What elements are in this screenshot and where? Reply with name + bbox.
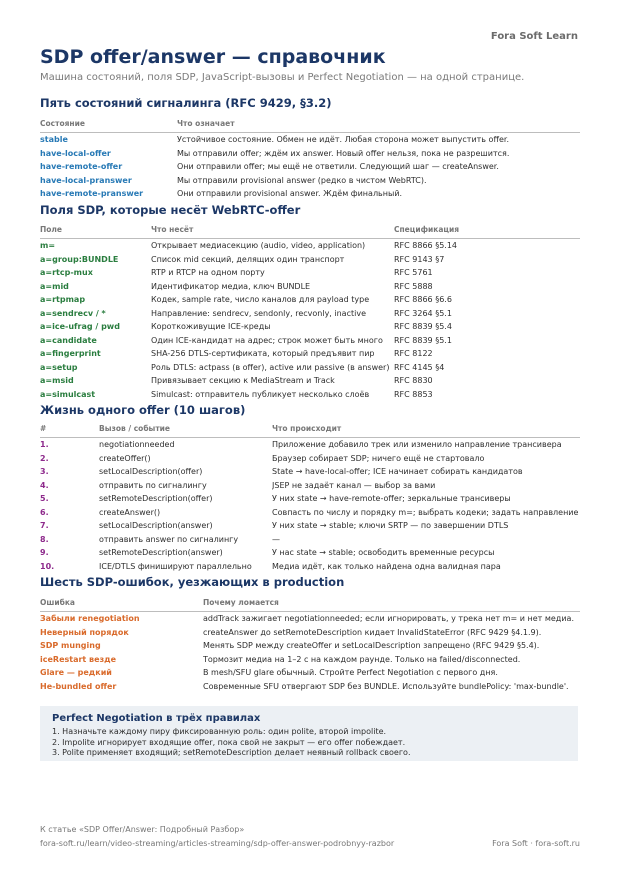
state-meaning: Они отправили offer; мы ещё не ответили. Следующий шаг — createAnswer. — [177, 162, 499, 171]
sdp-field-desc: Короткоживущие ICE-креды — [151, 322, 271, 331]
table-row — [40, 320, 580, 334]
table-row — [40, 452, 580, 466]
state-meaning: Устойчивое состояние. Обмен не идёт. Любая сторона может выпустить offer. — [177, 135, 509, 144]
column-header: Почему ломается — [203, 597, 580, 612]
table-row — [40, 653, 580, 667]
step-call: setRemoteDescription(answer) — [99, 548, 223, 557]
brand-label: Fora Soft Learn — [490, 31, 578, 42]
table-header-row — [40, 423, 580, 438]
column-header: Ошибка — [40, 597, 203, 612]
sdp-field: a=setup — [40, 362, 78, 372]
table-row — [40, 174, 580, 188]
sdp-field: a=sendrecv / * — [40, 308, 106, 318]
callout-list — [52, 727, 411, 759]
step-call: ICE/DTLS финишируют параллельно — [99, 561, 252, 571]
table-row — [40, 347, 580, 361]
sdp-field-spec: RFC 5888 — [394, 281, 433, 291]
state-meaning: Мы отправили offer; ждём их answer. Новый offer нельзя, пока не разрешится. — [177, 148, 510, 158]
column-header: Вызов / событие — [99, 423, 272, 438]
sdp-field: a=ice-ufrag / pwd — [40, 322, 120, 331]
error-reason: addTrack зажигает negotiationneeded; если игнорировать, у трека нет m= и нет медиа. — [203, 614, 574, 623]
table-row — [40, 479, 580, 493]
sdp-field-desc: SHA-256 DTLS-сертификата, который предъявит пир — [151, 349, 375, 358]
sdp-field: a=rtcp-mux — [40, 268, 93, 277]
sdp-field-spec: RFC 8122 — [394, 349, 433, 358]
state-meaning: Они отправили provisional answer. Ждём финальный. — [177, 189, 403, 198]
table-row — [40, 160, 580, 174]
errors-heading: Шесть SDP-ошибок, уезжающих в production — [40, 575, 345, 589]
sdp-field-spec: RFC 8866 §5.14 — [394, 241, 458, 250]
sdp-field-spec: RFC 8839 §5.1 — [394, 335, 452, 345]
sdp-field-desc: Один ICE-кандидат на адрес; строк может быть много — [151, 335, 383, 345]
column-header: # — [40, 423, 99, 438]
error-reason: createAnswer до setRemoteDescription кидает InvalidStateError (RFC 9429 §4.1.9). — [203, 627, 542, 637]
column-header: Что несёт — [151, 224, 394, 239]
sdp-field-desc: Идентификатор медиа, ключ BUNDLE — [151, 281, 311, 291]
column-header: Что означает — [177, 118, 580, 133]
step-number: 2. — [40, 453, 49, 463]
step-call: createOffer() — [99, 453, 151, 463]
sdp-field-desc: Роль DTLS: actpass (в offer), active или passive (в answer) — [151, 362, 390, 372]
step-effect: У них state → have-remote-offer; зеркальные трансиверы — [272, 494, 511, 503]
table-row — [40, 361, 580, 375]
error-name: Неверный порядок — [40, 627, 129, 637]
sdp-field: a=mid — [40, 281, 69, 291]
table-row — [40, 334, 580, 348]
state-name: have-remote-pranswer — [40, 189, 144, 198]
sdp-field-spec: RFC 8830 — [394, 376, 433, 385]
sdp-field-spec: RFC 4145 §4 — [394, 362, 445, 372]
sdp-field-desc: Список mid секций, делящих один транспорт — [151, 254, 345, 264]
table-row — [40, 626, 580, 640]
table-row — [40, 388, 580, 402]
table-row — [40, 560, 580, 574]
table-row — [40, 307, 580, 321]
table-header-row — [40, 224, 580, 239]
error-reason: Менять SDP между createOffer и setLocalDescription запрещено (RFC 9429 §5.4). — [203, 641, 540, 650]
table-header-row — [40, 118, 580, 133]
table-row — [40, 438, 580, 452]
table-row — [40, 253, 580, 267]
state-meaning: Мы отправили provisional answer (редко в чистом WebRTC). — [177, 175, 427, 185]
table-row — [40, 519, 580, 533]
sdp-field: a=fingerprint — [40, 349, 101, 358]
error-name: iceRestart везде — [40, 654, 117, 664]
sdp-field-desc: Направление: sendrecv, sendonly, recvonly, inactive — [151, 308, 366, 318]
table-row — [40, 680, 580, 694]
error-name: He-bundled offer — [40, 681, 117, 691]
column-header: Состояние — [40, 118, 177, 133]
table-row — [40, 239, 580, 253]
table-row — [40, 533, 580, 547]
sdp-field: m= — [40, 241, 56, 250]
step-number: 4. — [40, 480, 49, 490]
sdp-field-spec: RFC 3264 §5.1 — [394, 308, 452, 318]
sdp-field: a=candidate — [40, 335, 97, 345]
error-name: Glare — редкий — [40, 668, 112, 677]
table-row — [40, 133, 580, 147]
step-effect: Медиа идёт, как только найдена одна валидная пара — [272, 561, 501, 571]
table-row — [40, 546, 580, 560]
list-item: 1. Назначьте каждому пиру фиксированную роль: один polite, второй impolite. — [52, 727, 387, 736]
step-call: отправить answer по сигналингу — [99, 534, 239, 544]
error-name: SDP munging — [40, 641, 101, 650]
error-name: Забыли renegotiation — [40, 614, 140, 623]
sdp-field-spec: RFC 8839 §5.4 — [394, 322, 452, 331]
lifecycle-table — [40, 423, 580, 573]
step-number: 8. — [40, 534, 49, 544]
sdp-field-desc: RTP и RTCP на одном порту — [151, 268, 265, 277]
list-item: 2. Impolite игнорирует входящие offer, пока свой не закрыт — его offer побеждает. — [52, 737, 406, 747]
table-row — [40, 293, 580, 307]
sdp-field: a=msid — [40, 376, 74, 385]
step-number: 10. — [40, 561, 55, 571]
perfect-negotiation-callout — [40, 706, 578, 761]
table-row — [40, 612, 580, 626]
page-subtitle: Машина состояний, поля SDP, JavaScript-вызовы и Perfect Negotiation — на одной странице. — [40, 72, 525, 83]
step-effect: Совпасть по числу и порядку m=; выбрать кодеки; задать направление — [272, 507, 579, 517]
step-call: setRemoteDescription(offer) — [99, 494, 213, 503]
sdp-field: a=simulcast — [40, 389, 96, 399]
step-number: 9. — [40, 548, 49, 557]
table-row — [40, 374, 580, 388]
sdp-field-desc: Кодек, sample rate, число каналов для payload type — [151, 295, 370, 304]
step-call: createAnswer() — [99, 507, 161, 517]
sdp-field-spec: RFC 9143 §7 — [394, 254, 445, 264]
sdp-field-spec: RFC 5761 — [394, 268, 433, 277]
sdp-field: a=group:BUNDLE — [40, 254, 119, 264]
step-effect: State → have-local-offer; ICE начинает собирать кандидатов — [272, 467, 523, 476]
errors-table — [40, 597, 580, 693]
step-effect: Браузер собирает SDP; ничего ещё не стартовало — [272, 453, 485, 463]
step-call: setLocalDescription(answer) — [99, 521, 213, 530]
table-row — [40, 266, 580, 280]
state-name: have-local-offer — [40, 148, 111, 158]
table-row — [40, 465, 580, 479]
state-name: have-local-pranswer — [40, 175, 132, 185]
sdp-field: a=rtpmap — [40, 295, 86, 304]
step-call: отправить по сигналингу — [99, 480, 207, 490]
step-number: 7. — [40, 521, 49, 530]
callout-title: Perfect Negotiation в трёх правилах — [52, 713, 261, 724]
step-call: negotiationneeded — [99, 440, 175, 449]
sdp-fields-table — [40, 224, 580, 401]
sdp-fields-heading: Поля SDP, которые несёт WebRTC-offer — [40, 203, 301, 217]
error-reason: Тормозит медиа на 1–2 с на каждом раунде. Только на failed/disconnected. — [203, 654, 521, 664]
sdp-field-spec: RFC 8853 — [394, 389, 433, 399]
states-table — [40, 118, 580, 201]
error-reason: Современные SFU отвергают SDP без BUNDLE. Используйте bundlePolicy: 'max-bundle'. — [203, 681, 569, 691]
column-header: Спецификация — [394, 224, 580, 239]
states-heading: Пять состояний сигналинга (RFC 9429, §3.2) — [40, 96, 332, 110]
lifecycle-heading: Жизнь одного offer (10 шагов) — [40, 403, 246, 417]
table-row — [40, 280, 580, 294]
footer-article-url[interactable]: fora-soft.ru/learn/video-streaming/articles-streaming/sdp-offer-answer-podrobnyy-razbor — [40, 839, 395, 848]
sdp-field-desc: Simulcast: отправитель публикует несколько слоёв — [151, 389, 370, 399]
table-row — [40, 666, 580, 680]
step-effect: У нас state → stable; освободить временные ресурсы — [272, 548, 495, 557]
sdp-field-desc: Открывает медиасекцию (audio, video, application) — [151, 241, 366, 250]
step-number: 3. — [40, 467, 49, 476]
table-header-row — [40, 597, 580, 612]
step-number: 6. — [40, 507, 49, 517]
state-name: stable — [40, 135, 68, 144]
footer-article-note: К статье «SDP Offer/Answer: Подробный Разбор» — [40, 825, 245, 834]
footer-brand: Fora Soft · fora-soft.ru — [492, 839, 580, 848]
table-row — [40, 147, 580, 161]
page-title: SDP offer/answer — справочник — [40, 46, 386, 68]
sdp-field-desc: Привязывает секцию к MediaStream и Track — [151, 376, 335, 385]
table-row — [40, 492, 580, 506]
step-effect: — — [272, 534, 280, 544]
step-effect: JSEP не задаёт канал — выбор за вами — [272, 480, 436, 490]
step-effect: У них state → stable; ключи SRTP — по завершении DTLS — [272, 521, 509, 530]
table-row — [40, 187, 580, 201]
column-header: Поле — [40, 224, 151, 239]
list-item: 3. Polite применяет входящий; setRemoteDescription делает неявный rollback своего. — [52, 748, 411, 757]
sdp-field-spec: RFC 8866 §6.6 — [394, 295, 452, 304]
column-header: Что происходит — [272, 423, 580, 438]
step-effect: Приложение добавило трек или изменило направление трансивера — [272, 440, 562, 449]
step-number: 5. — [40, 494, 49, 503]
table-row — [40, 506, 580, 520]
step-call: setLocalDescription(offer) — [99, 467, 203, 476]
state-name: have-remote-offer — [40, 162, 123, 171]
table-row — [40, 639, 580, 653]
step-number: 1. — [40, 440, 49, 449]
error-reason: В mesh/SFU glare обычный. Стройте Perfect Negotiation с первого дня. — [203, 668, 498, 677]
